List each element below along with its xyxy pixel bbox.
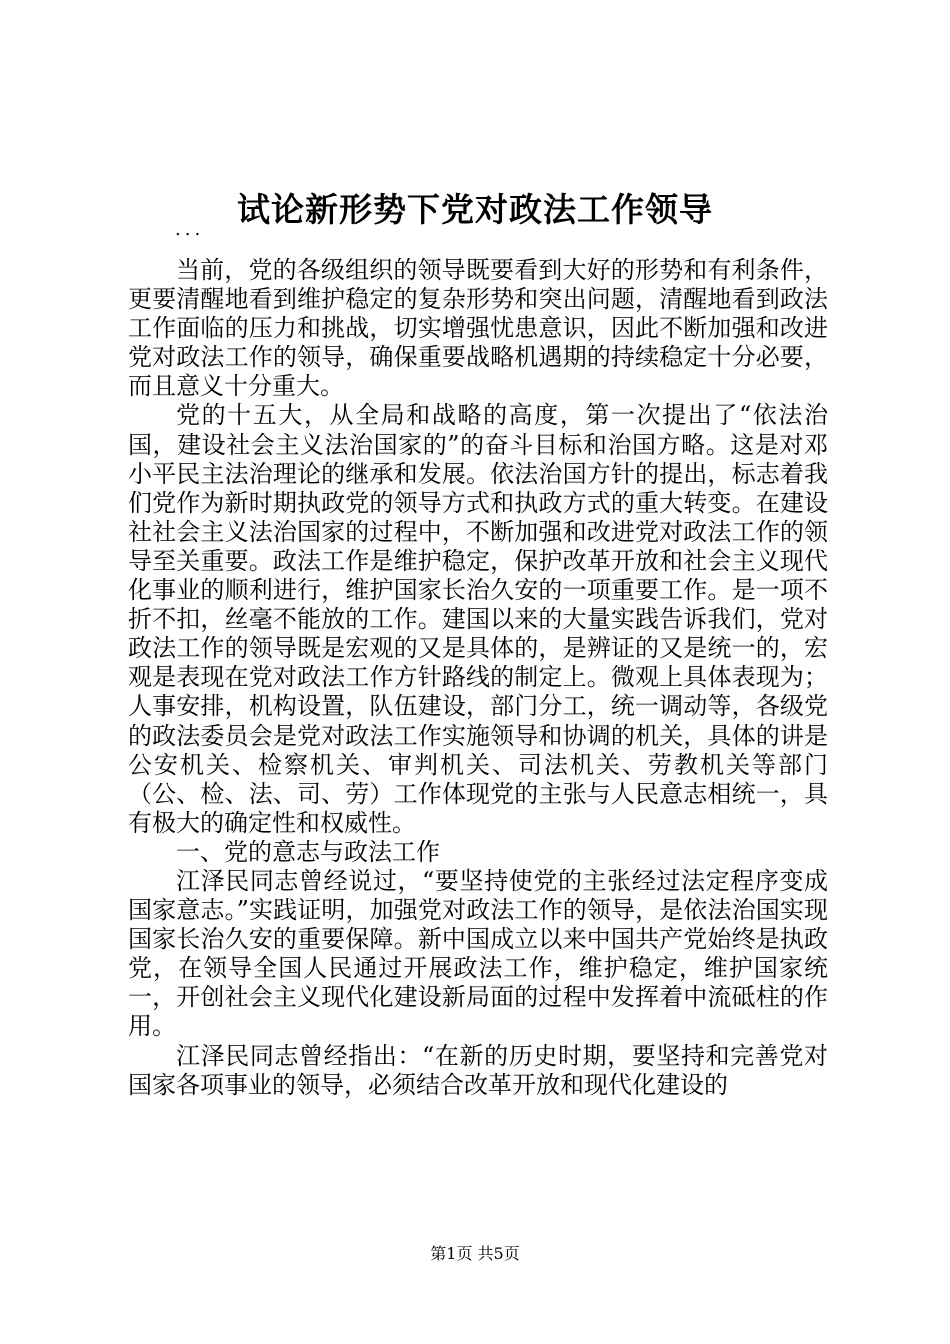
page-footer: 第1页 共5页	[430, 1244, 520, 1263]
document-body	[128, 256, 828, 1100]
paragraph-intro: 当前，党的各级组织的领导既要看到大好的形势和有利条件，更要清醒地看到维护稳定的复杂形势和突出问题，清醒地看到政法工作面临的压力和挑战，切实增强忧患意识，因此不断加强和改进党对政法工作的领导，确保重要战略机遇期的持续稳定十分必要，而且意义十分重大。	[128, 256, 828, 401]
section-heading-1: 一、党的意志与政法工作	[176, 837, 440, 866]
ellipsis-marker: ...	[175, 219, 205, 240]
paragraph-fifteenth-congress: 党的十五大，从全局和战略的高度，第一次提出了“依法治国，建设社会主义法治国家的”的奋斗目标和治国方略。这是对邓小平民主法治理论的继承和发展。依法治国方针的提出，标志着我们党作为新时期执政党的领导方式和执政方式的重大转变。在建设社社会主义法治国家的过程中，不断加强和改进党对政法工作的领导至关重要。政法工作是维护稳定，保护改革开放和社会主义现代化事业的顺利进行，维护国家长治久安的一项重要工作。是一项不折不扣，丝毫不能放的工作。建国以来的大量实践告诉我们，党对政法工作的领导既是宏观的又是具体的，是辨证的又是统一的，宏观是表现在党对政法工作方针路线的制定上。微观上具体表现为；人事安排，机构设置，队伍建设，部门分工，统一调动等，各级党的政法委员会是党对政法工作实施领导和协调的机关，具体的讲是公安机关、检察机关、审判机关、司法机关、劳教机关等部门（公、检、法、司、劳）工作体现党的主张与人民意志相统一，具有极大的确定性和权威性。	[128, 401, 828, 837]
paragraph-jiang-quote: 江泽民同志曾经指出：“在新的历史时期，要坚持和完善党对国家各项事业的领导，必须结合改革开放和现代化建设的	[128, 1041, 828, 1099]
paragraph-party-will: 江泽民同志曾经说过，“要坚持使党的主张经过法定程序变成国家意志。”实践证明，加强党对政法工作的领导，是依法治国实现国家长治久安的重要保障。新中国成立以来中国共产党始终是执政党，在领导全国人民通过开展政法工作，维护稳定，维护国家统一，开创社会主义现代化建设新局面的过程中发挥着中流砥柱的作用。	[128, 866, 828, 1041]
document-title: 试论新形势下党对政法工作领导	[237, 190, 713, 229]
